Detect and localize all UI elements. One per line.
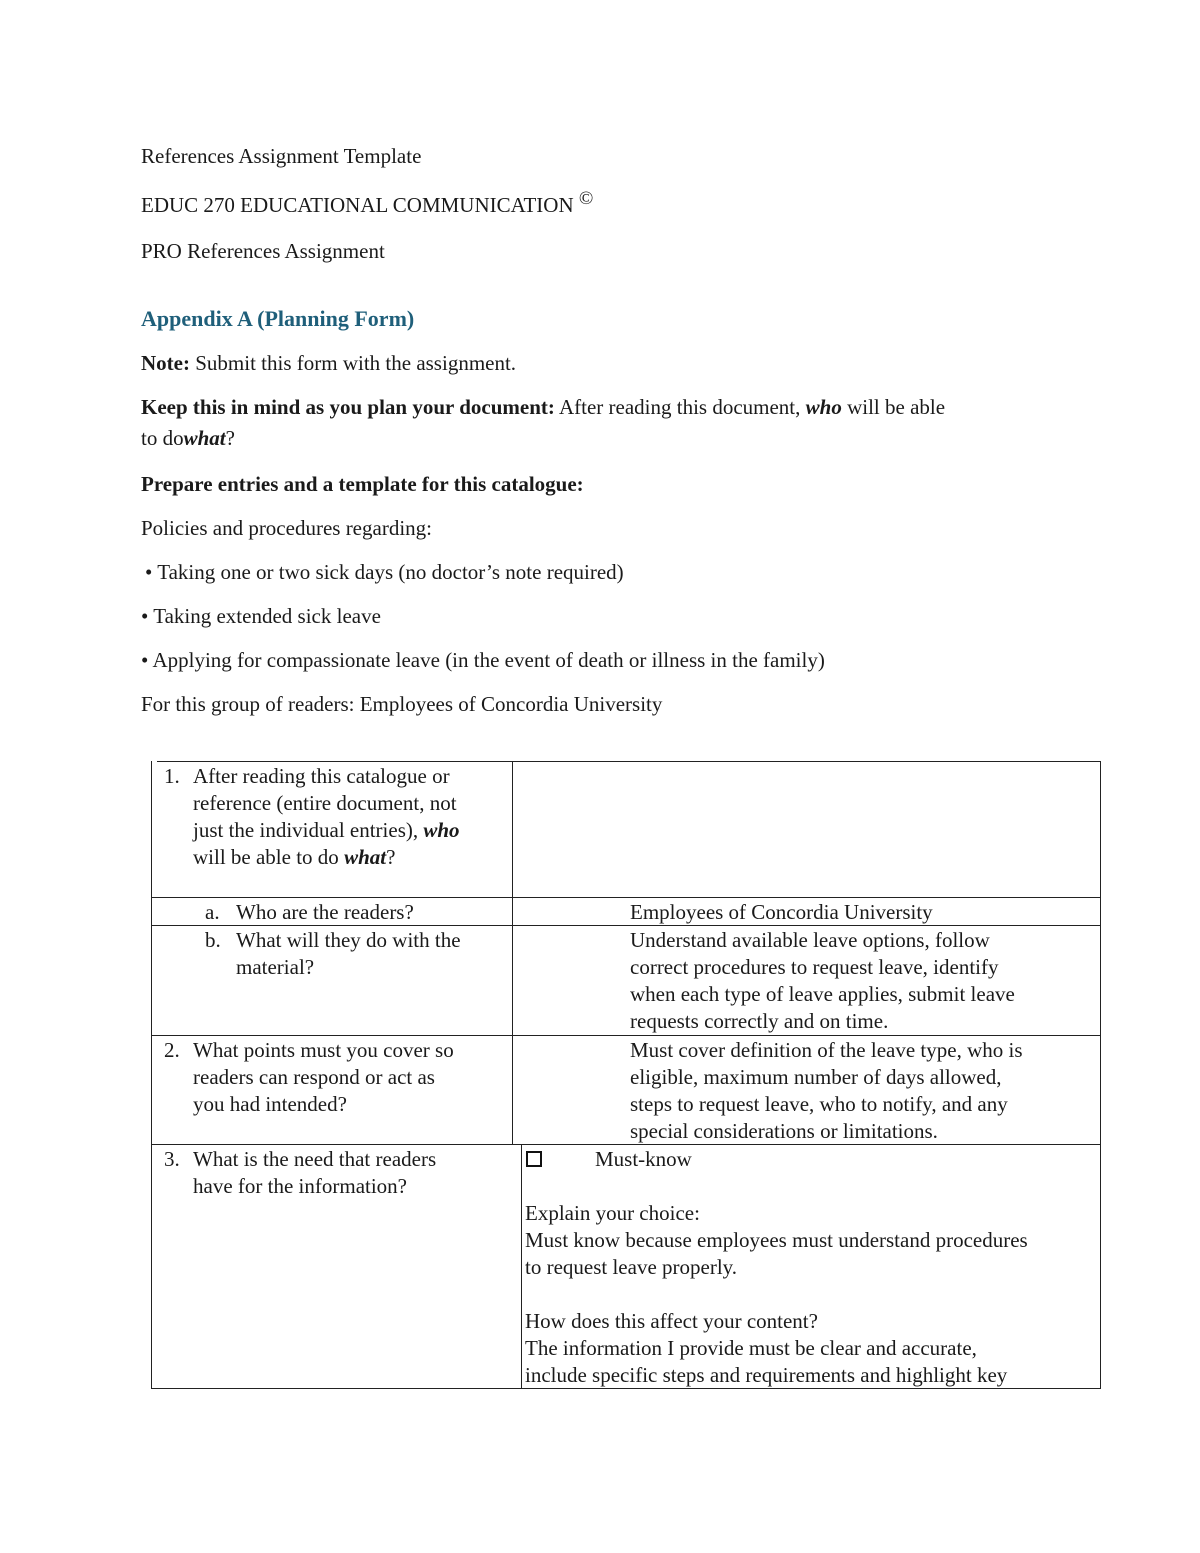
keep-line-1: Keep this in mind as you plan your document: After reading this document, who will be able <box>141 395 946 419</box>
appendix-heading: Appendix A (Planning Form) <box>141 306 415 331</box>
question-b: What will they do with the material? <box>236 928 461 979</box>
doc-line-title: References Assignment Template <box>141 144 422 168</box>
table-border <box>521 1144 522 1388</box>
question-a: Who are the readers? <box>236 900 414 924</box>
question-number: 1. <box>164 764 180 788</box>
bullet-item: • Taking one or two sick days (no doctor’s note required) <box>145 560 624 584</box>
table-border <box>512 761 513 1144</box>
table-border <box>151 897 1101 898</box>
question-letter: b. <box>205 928 221 952</box>
course-name: EDUC 270 EDUCATIONAL COMMUNICATION <box>141 193 574 217</box>
prepare-heading: Prepare entries and a template for this catalogue: <box>141 472 584 496</box>
keep-what: what <box>183 426 226 450</box>
question-number: 3. <box>164 1147 180 1171</box>
table-border <box>157 761 1101 762</box>
question-number: 2. <box>164 1038 180 1062</box>
assignment-line: PRO References Assignment <box>141 239 385 263</box>
question-3: What is the need that readers have for the information? <box>193 1147 437 1198</box>
answer-2: Must cover definition of the leave type, who is eligible, maximum number of days allowed, steps to request leave, who to notify, and any special considerations or limitations. <box>630 1038 1023 1143</box>
table-border <box>1100 761 1101 1388</box>
answer-3: Explain your choice: Must know because employees must understand procedures to request leave properly. How does this affect your content? The information I provide must be clear and accurate, include specific steps and requirements and highlight key <box>525 1200 1097 1389</box>
copyright-symbol: © <box>578 188 594 209</box>
table-border <box>151 761 152 1388</box>
affect-label: How does this affect your content? <box>525 1309 818 1333</box>
question-2: What points must you cover so readers can respond or act as you had intended? <box>193 1038 454 1116</box>
readers-line: For this group of readers: Employees of Concordia University <box>141 692 663 716</box>
answer-a: Employees of Concordia University <box>630 900 933 924</box>
explain-label: Explain your choice: <box>525 1201 700 1225</box>
keep-line-2: to dowhat? <box>141 426 235 450</box>
bullet-item: • Taking extended sick leave <box>141 604 381 628</box>
q1-who: who <box>423 818 460 842</box>
keep-label: Keep this in mind as you plan your document: <box>141 395 555 419</box>
answer-b: Understand available leave options, follow correct procedures to request leave, identify when each type of leave applies, submit leave requests correctly and on time. <box>630 928 1015 1033</box>
table-border <box>151 1035 1101 1036</box>
question-letter: a. <box>205 900 220 924</box>
must-know-checkbox[interactable] <box>526 1151 542 1167</box>
bullet-item: • Applying for compassionate leave (in the event of death or illness in the family) <box>141 648 825 672</box>
must-know-label: Must-know <box>595 1147 692 1171</box>
note-text: Submit this form with the assignment. <box>195 351 517 375</box>
q1-what: what <box>344 845 387 869</box>
question-1: After reading this catalogue or reference (entire document, not just the individual entries), who will be able to do what? <box>193 764 460 869</box>
keep-who: who <box>805 395 842 419</box>
policies-line: Policies and procedures regarding: <box>141 516 432 540</box>
note-label: Note: <box>141 351 190 375</box>
